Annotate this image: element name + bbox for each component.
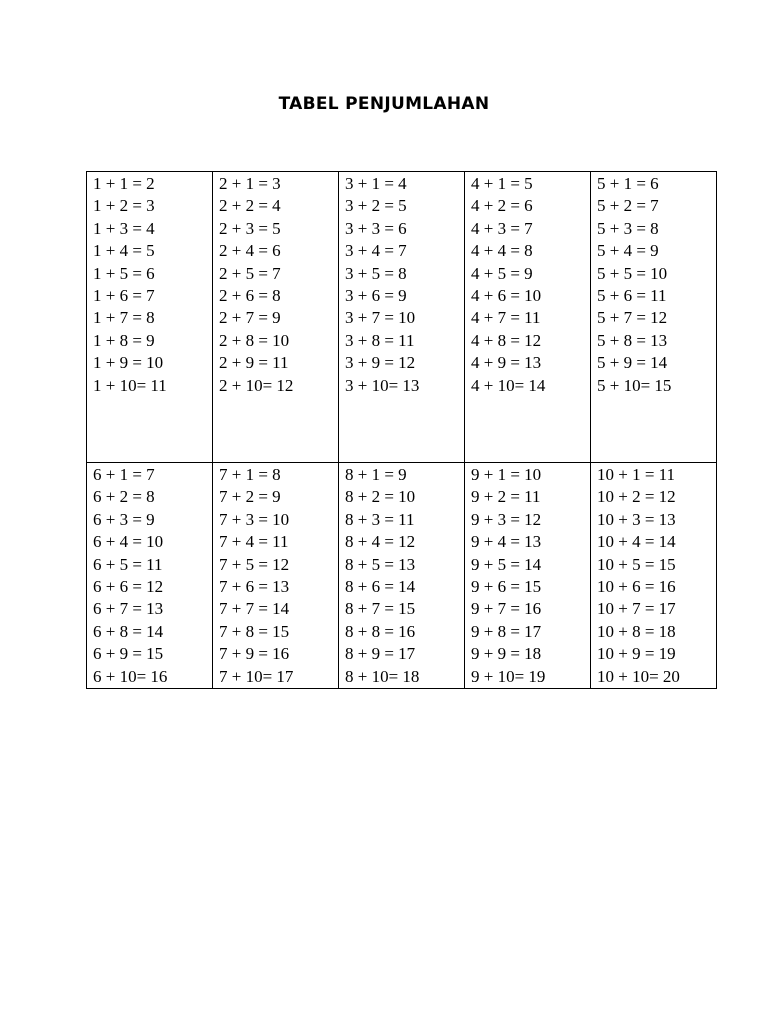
equation: 7 + 3 = 10 — [219, 509, 290, 529]
equation: 9 + 10= 19 — [471, 666, 546, 686]
equation: 1 + 1 = 2 — [93, 174, 155, 193]
equation: 1 + 7 = 8 — [93, 308, 155, 328]
equation: 8 + 3 = 11 — [345, 509, 415, 529]
equation: 3 + 1 = 4 — [345, 174, 407, 193]
table-cell — [87, 463, 213, 689]
equation: 8 + 4 = 12 — [345, 532, 416, 552]
equation: 2 + 8 = 10 — [219, 330, 290, 350]
table-cell — [591, 463, 717, 689]
equation: 10 + 7 = 17 — [597, 599, 676, 619]
equation: 4 + 1 = 5 — [471, 174, 533, 193]
table-cell — [465, 172, 591, 463]
equation: 3 + 3 = 6 — [345, 218, 407, 238]
equation: 7 + 4 = 11 — [219, 532, 289, 552]
equation: 2 + 3 = 5 — [219, 218, 281, 238]
table-row — [87, 463, 717, 689]
equation: 5 + 3 = 8 — [597, 218, 659, 238]
equation: 2 + 5 = 7 — [219, 263, 281, 283]
addition-table — [86, 171, 717, 689]
equation: 6 + 3 = 9 — [93, 509, 155, 529]
equation: 6 + 1 = 7 — [93, 465, 155, 484]
equation: 4 + 2 = 6 — [471, 196, 533, 216]
table-cell — [87, 172, 213, 463]
equation: 7 + 9 = 16 — [219, 644, 290, 664]
equation: 10 + 2 = 12 — [597, 487, 676, 507]
equation: 6 + 5 = 11 — [93, 554, 163, 574]
equation: 4 + 4 = 8 — [471, 241, 533, 261]
equation: 1 + 5 = 6 — [93, 263, 155, 283]
equation: 7 + 8 = 15 — [219, 621, 290, 641]
equation: 5 + 9 = 14 — [597, 353, 668, 373]
equation: 6 + 9 = 15 — [93, 644, 164, 664]
equation: 4 + 3 = 7 — [471, 218, 533, 238]
equation: 8 + 9 = 17 — [345, 644, 416, 664]
equation: 3 + 5 = 8 — [345, 263, 407, 283]
equation: 9 + 7 = 16 — [471, 599, 542, 619]
equation: 10 + 8 = 18 — [597, 621, 676, 641]
equation: 6 + 4 = 10 — [93, 532, 164, 552]
table-cell — [213, 172, 339, 463]
equation: 9 + 6 = 15 — [471, 577, 542, 597]
equation: 3 + 2 = 5 — [345, 196, 407, 216]
equation: 1 + 9 = 10 — [93, 353, 164, 373]
equation: 6 + 7 = 13 — [93, 599, 164, 619]
equation: 1 + 2 = 3 — [93, 196, 155, 216]
equation: 2 + 7 = 9 — [219, 308, 281, 328]
table-cell — [213, 463, 339, 689]
equation: 6 + 2 = 8 — [93, 487, 155, 507]
equation: 4 + 10= 14 — [471, 375, 546, 395]
equation: 4 + 8 = 12 — [471, 330, 542, 350]
equation: 5 + 2 = 7 — [597, 196, 659, 216]
equation: 7 + 6 = 13 — [219, 577, 290, 597]
table-cell — [339, 172, 465, 463]
equation: 5 + 8 = 13 — [597, 330, 668, 350]
equation: 10 + 5 = 15 — [597, 554, 676, 574]
equation: 9 + 8 = 17 — [471, 621, 542, 641]
equation: 6 + 6 = 12 — [93, 577, 164, 597]
equation: 2 + 4 = 6 — [219, 241, 281, 261]
equation: 3 + 7 = 10 — [345, 308, 416, 328]
equation: 2 + 9 = 11 — [219, 353, 289, 373]
equation: 5 + 1 = 6 — [597, 174, 659, 193]
equation: 8 + 10= 18 — [345, 666, 420, 686]
table-cell — [339, 463, 465, 689]
equation: 3 + 9 = 12 — [345, 353, 416, 373]
equation: 5 + 6 = 11 — [597, 286, 667, 306]
equation: 8 + 8 = 16 — [345, 621, 416, 641]
equation: 1 + 6 = 7 — [93, 286, 155, 306]
table-cell — [591, 172, 717, 463]
equation: 8 + 1 = 9 — [345, 465, 407, 484]
equation: 10 + 10= 20 — [597, 666, 680, 686]
addition-table-body — [87, 172, 717, 689]
equation: 8 + 6 = 14 — [345, 577, 416, 597]
equation: 3 + 4 = 7 — [345, 241, 407, 261]
page-title: TABEL PENJUMLAHAN — [278, 94, 490, 114]
equation: 10 + 3 = 13 — [597, 509, 676, 529]
equation: 7 + 7 = 14 — [219, 599, 290, 619]
equation: 10 + 9 = 19 — [597, 644, 676, 664]
equation: 4 + 5 = 9 — [471, 263, 533, 283]
equation: 3 + 8 = 11 — [345, 330, 415, 350]
equation: 9 + 1 = 10 — [471, 465, 542, 484]
equation: 2 + 10= 12 — [219, 375, 294, 395]
equation: 4 + 6 = 10 — [471, 286, 542, 306]
equation: 7 + 10= 17 — [219, 666, 294, 686]
equation: 1 + 8 = 9 — [93, 330, 155, 350]
equation: 4 + 7 = 11 — [471, 308, 541, 328]
equation: 2 + 6 = 8 — [219, 286, 281, 306]
equation: 9 + 2 = 11 — [471, 487, 541, 507]
equation: 7 + 5 = 12 — [219, 554, 290, 574]
table-row — [87, 172, 717, 463]
equation: 4 + 9 = 13 — [471, 353, 542, 373]
equation: 6 + 10= 16 — [93, 666, 168, 686]
equation: 9 + 4 = 13 — [471, 532, 542, 552]
equation: 10 + 1 = 11 — [597, 465, 676, 484]
equation: 1 + 4 = 5 — [93, 241, 155, 261]
equation: 10 + 6 = 16 — [597, 577, 676, 597]
equation: 6 + 8 = 14 — [93, 621, 164, 641]
equation: 3 + 10= 13 — [345, 375, 420, 395]
equation: 2 + 2 = 4 — [219, 196, 281, 216]
equation: 5 + 4 = 9 — [597, 241, 659, 261]
equation: 1 + 3 = 4 — [93, 218, 155, 238]
equation: 5 + 10= 15 — [597, 375, 672, 395]
equation: 7 + 1 = 8 — [219, 465, 281, 484]
equation: 9 + 3 = 12 — [471, 509, 542, 529]
equation: 5 + 7 = 12 — [597, 308, 668, 328]
equation: 3 + 6 = 9 — [345, 286, 407, 306]
equation: 9 + 5 = 14 — [471, 554, 542, 574]
table-cell — [465, 463, 591, 689]
equation: 8 + 2 = 10 — [345, 487, 416, 507]
equation: 7 + 2 = 9 — [219, 487, 281, 507]
equation: 2 + 1 = 3 — [219, 174, 281, 193]
equation: 8 + 5 = 13 — [345, 554, 416, 574]
equation: 9 + 9 = 18 — [471, 644, 542, 664]
equation: 1 + 10= 11 — [93, 375, 167, 395]
equation: 10 + 4 = 14 — [597, 532, 676, 552]
equation: 5 + 5 = 10 — [597, 263, 668, 283]
equation: 8 + 7 = 15 — [345, 599, 416, 619]
